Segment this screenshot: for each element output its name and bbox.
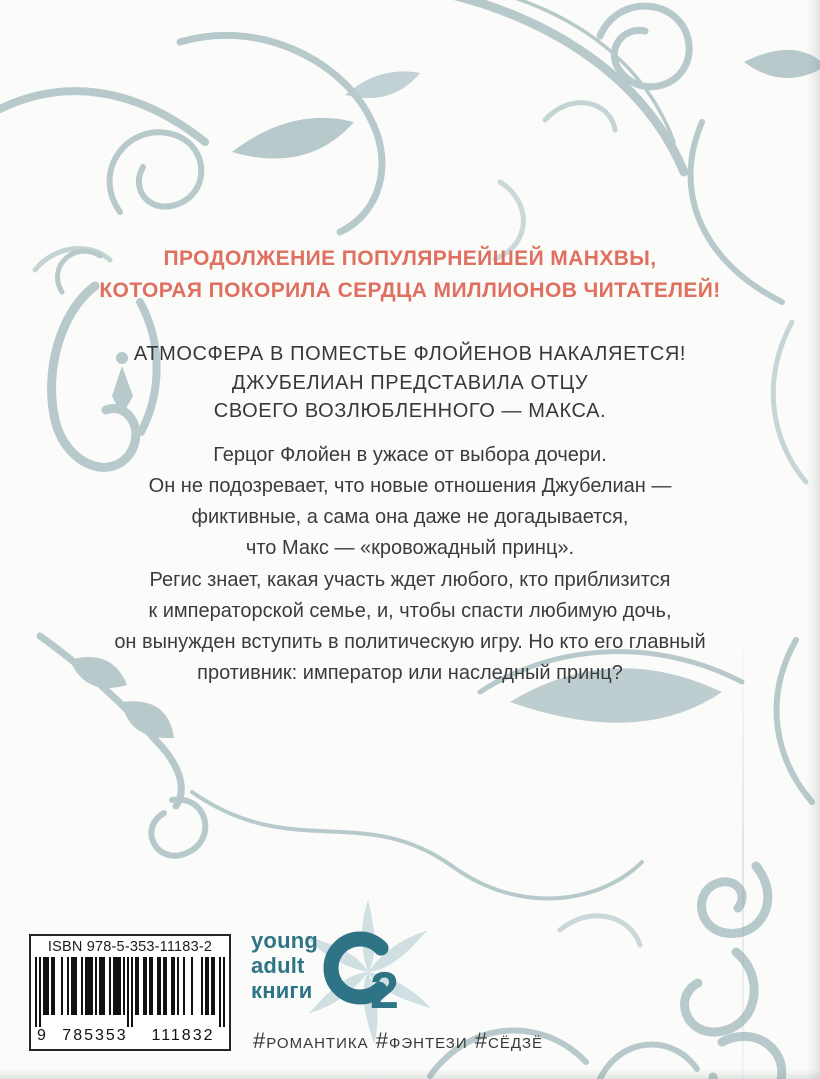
synopsis-line: Он не подозревает, что новые отношения Джубелиан —	[148, 475, 672, 497]
page-edge-bottom	[0, 1069, 820, 1079]
synopsis-line: Герцог Флойен в ужасе от выбора дочери.	[213, 444, 607, 466]
synopsis-line: фиктивные, а сама она даже не догадывается,	[191, 506, 629, 528]
synopsis-paragraph-1	[0, 440, 820, 564]
page-edge-right	[806, 0, 820, 1079]
ean13-barcode	[35, 957, 225, 1029]
genre-hashtags: #романтика #фэнтези #сёдзё	[253, 1028, 544, 1053]
publisher-logo-block	[251, 928, 422, 1022]
promo-line-1: ПРОДОЛЖЕНИЕ ПОПУЛЯРНЕЙШЕЙ МАНХВЫ,	[163, 247, 657, 270]
publisher-line-2: adult	[251, 953, 305, 978]
publisher-line-1: young	[251, 928, 318, 953]
synopsis-intro-line: ДЖУБЕЛИАН ПРЕДСТАВИЛА ОТЦУ	[231, 371, 589, 394]
synopsis-paragraph-2	[0, 565, 820, 689]
bottom-right-floral-swirl	[430, 652, 782, 1079]
synopsis-line: противник: император или наследный принц?	[197, 662, 623, 684]
barcode-digit-left: 9	[37, 1027, 51, 1045]
barcode-digit-group-1: 785353	[56, 1027, 134, 1045]
synopsis-intro-line: СВОЕГО ВОЗЛЮБЛЕННОГО — МАКСА.	[213, 400, 607, 422]
promo-line-2: КОТОРАЯ ПОКОРИЛА СЕРДЦА МИЛЛИОНОВ ЧИТАТЕЛЕЙ!	[99, 279, 721, 302]
o2-logo-icon	[312, 922, 422, 1022]
promo-headline	[0, 243, 820, 307]
isbn-label: ISBN 978-5-353-11183-2	[47, 939, 213, 955]
barcode-digit-group-2: 111832	[144, 1027, 222, 1045]
publisher-line-3: книги	[251, 978, 313, 1003]
isbn-barcode-block	[29, 934, 231, 1051]
synopsis-line: Регис знает, какая участь ждет любого, кто приблизится	[149, 569, 671, 591]
barcode-digits	[37, 1027, 227, 1045]
synopsis-line: к императорской семье, и, чтобы спасти любимую дочь,	[148, 600, 672, 622]
synopsis-line: он вынужден вступить в политическую игру. Но кто его главный	[114, 631, 706, 653]
synopsis-line: что Макс — «кровожадный принц».	[245, 537, 575, 559]
synopsis-intro-line: АТМОСФЕРА В ПОМЕСТЬЕ ФЛОЙЕНОВ НАКАЛЯЕТСЯ!	[133, 343, 687, 365]
svg-text:2: 2	[370, 962, 399, 1020]
synopsis-intro	[0, 340, 820, 426]
publisher-wordmark	[251, 928, 318, 1003]
